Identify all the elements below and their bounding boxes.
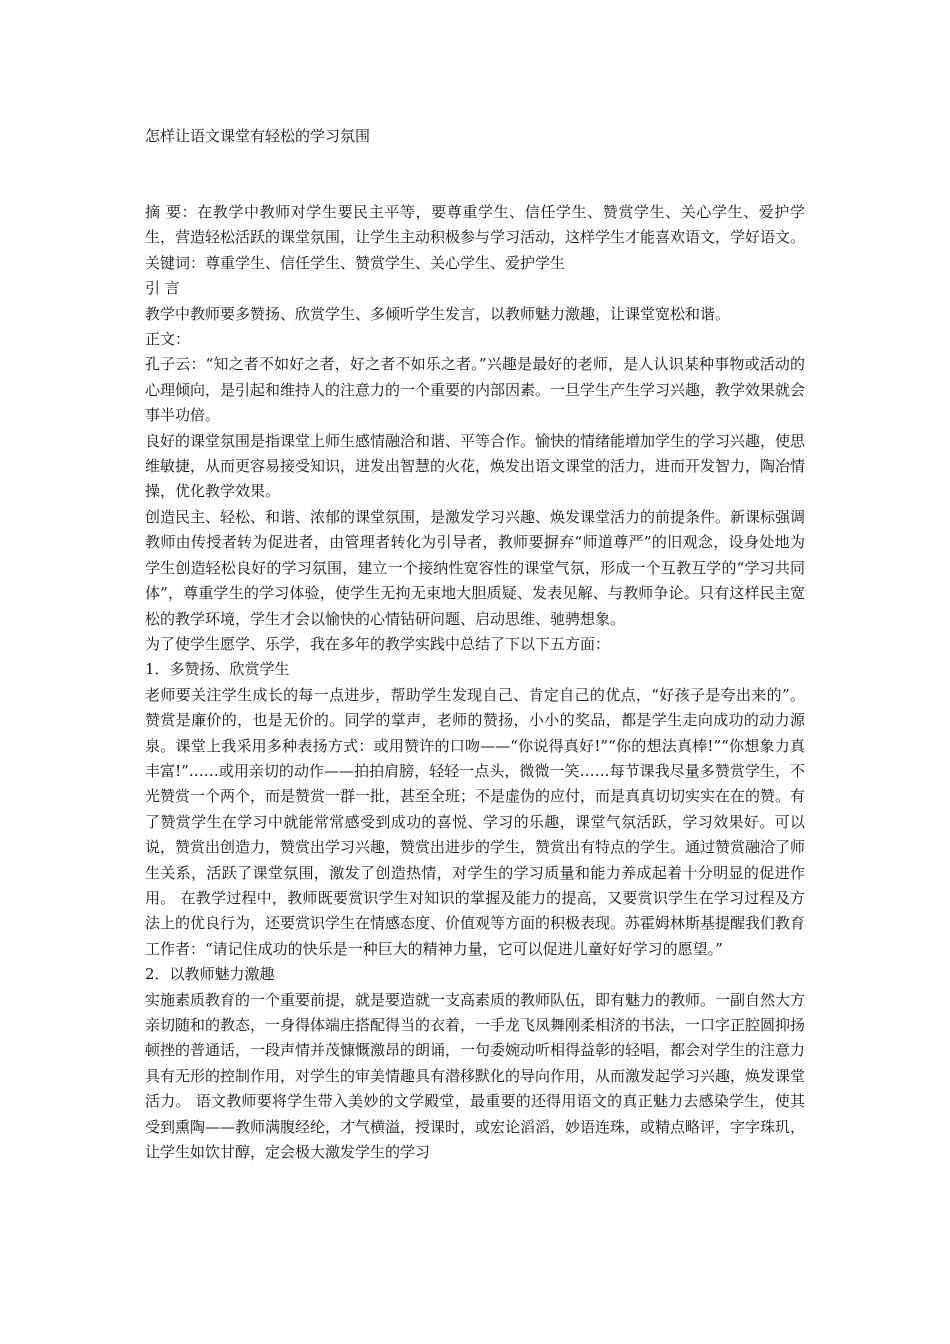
intro-heading: 引 言: [145, 279, 180, 298]
body-paragraph: 为了使学生愿学、乐学，我在多年的教学实践中总结了下以下五方面：: [145, 634, 611, 653]
intro-paragraph: 教学中教师要多赞扬、欣赏学生、多倾听学生发言，以教师魅力激趣，让课堂宽松和谐。: [145, 304, 731, 323]
keywords-line: 关键词：尊重学生、信任学生、赞赏学生、关心学生、爱护学生: [145, 253, 566, 272]
section1-paragraph: 老师要关注学生成长的每一点进步，帮助学生发现自己、肯定自己的优点，“好孩子是夸出来的”。赞赏是廉价的，也是无价的。同学的掌声，老师的赞扬，小小的奖品，都是学生走向成功的动力源泉。课堂上我采用多种表扬方式：或用赞许的口吻——“你说得真好!”“你的想法真棒!”“你想象力真丰富!”……或用亲切的动作——拍拍肩膀，轻轻一点头，微微一笑……每节课我尽量多赞赏学生，不光赞赏一个两个，而是赞赏一群一批，甚至全班；不是虚伪的应付，而是真真切切实实在在的赞。有了赞赏学生在学习中就能常常感受到成功的喜悦、学习的乐趣，课堂气氛活跃，学习效果好。可以说，赞赏出创造力，赞赏出学习兴趣，赞赏出进步的学生，赞赏出有特点的学生。通过赞赏融洽了师生关系，活跃了课堂氛围，激发了创造热情，对学生的学习质量和能力养成起着十分明显的促进作用。 在教学过程中，教师既要赏识学生对知识的掌握及能力的提高，又要赏识学生在学习过程及方法上的优良行为，还要赏识学生在情感态度、价值观等方面的积极表现。苏霍姆林斯基提醒我们教育工作者：“请记住成功的快乐是一种巨大的精神力量，它可以促进儿童好好学习的愿望。”: [145, 685, 806, 958]
body-paragraph: 孔子云：“知之者不如好之者，好之者不如乐之者。”兴趣是最好的老师，是人认识某种事物或活动的心理倾向，是引起和维持人的注意力的一个重要的内部因素。一旦学生产生学习兴趣，教学效果就会事半功倍。: [145, 355, 806, 425]
document-body: [145, 200, 805, 1165]
document-title: 怎样让语文课堂有轻松的学习氛围: [145, 127, 371, 145]
body-heading: 正文：: [145, 330, 191, 349]
body-paragraph: 创造民主、轻松、和谐、浓郁的课堂氛围，是激发学习兴趣、焕发课堂活力的前提条件。新课标强调教师由传授者转为促进者，由管理者转化为引导者，教师要摒弃“师道尊严”的旧观念，设身处地为学生创造轻松良好的学习氛围，建立一个接纳性宽容性的课堂气氛，形成一个互教互学的“学习共同体”，尊重学生的学习体验，使学生无拘无束地大胆质疑、发表见解、与教师争论。只有这样民主宽松的教学环境，学生才会以愉快的心情钻研问题、启动思维、驰骋想象。: [145, 507, 806, 628]
section2-paragraph: 实施素质教育的一个重要前提，就是要造就一支高素质的教师队伍，即有魅力的教师。一副自然大方亲切随和的教态，一身得体端庄搭配得当的衣着，一手龙飞凤舞刚柔相济的书法，一口字正腔圆抑扬顿挫的普通话，一段声情并茂慷慨激昂的朗诵，一句委婉动听相得益彰的轻唱，都会对学生的注意力具有无形的控制作用，对学生的审美情趣具有潜移默化的导向作用，从而激发起学习兴趣，焕发课堂活力。 语文教师要将学生带入美妙的文学殿堂，最重要的还得用语文的真正魅力去感染学生，使其受到熏陶——教师满腹经纶，才气横溢，授课时，或宏论滔滔，妙语连珠，或精点略评，字字珠玑，让学生如饮甘醇，定会极大激发学生的学习: [145, 990, 806, 1162]
section1-heading: 1．多赞扬、欣赏学生: [145, 660, 290, 679]
section2-heading: 2．以教师魅力激趣: [145, 965, 275, 984]
body-paragraph: 良好的课堂氛围是指课堂上师生感情融洽和谐、平等合作。愉快的情绪能增加学生的学习兴趣，使思维敏捷，从而更容易接受知识，迸发出智慧的火花，焕发出语文课堂的活力，进而开发智力，陶冶情操，优化教学效果。: [145, 431, 806, 501]
abstract-paragraph: 摘 要：在教学中教师对学生要民主平等，要尊重学生、信任学生、赞赏学生、关心学生、爱护学生，营造轻松活跃的课堂氛围，让学生主动积极参与学习活动，这样学生才能喜欢语文，学好语文。: [145, 203, 806, 247]
